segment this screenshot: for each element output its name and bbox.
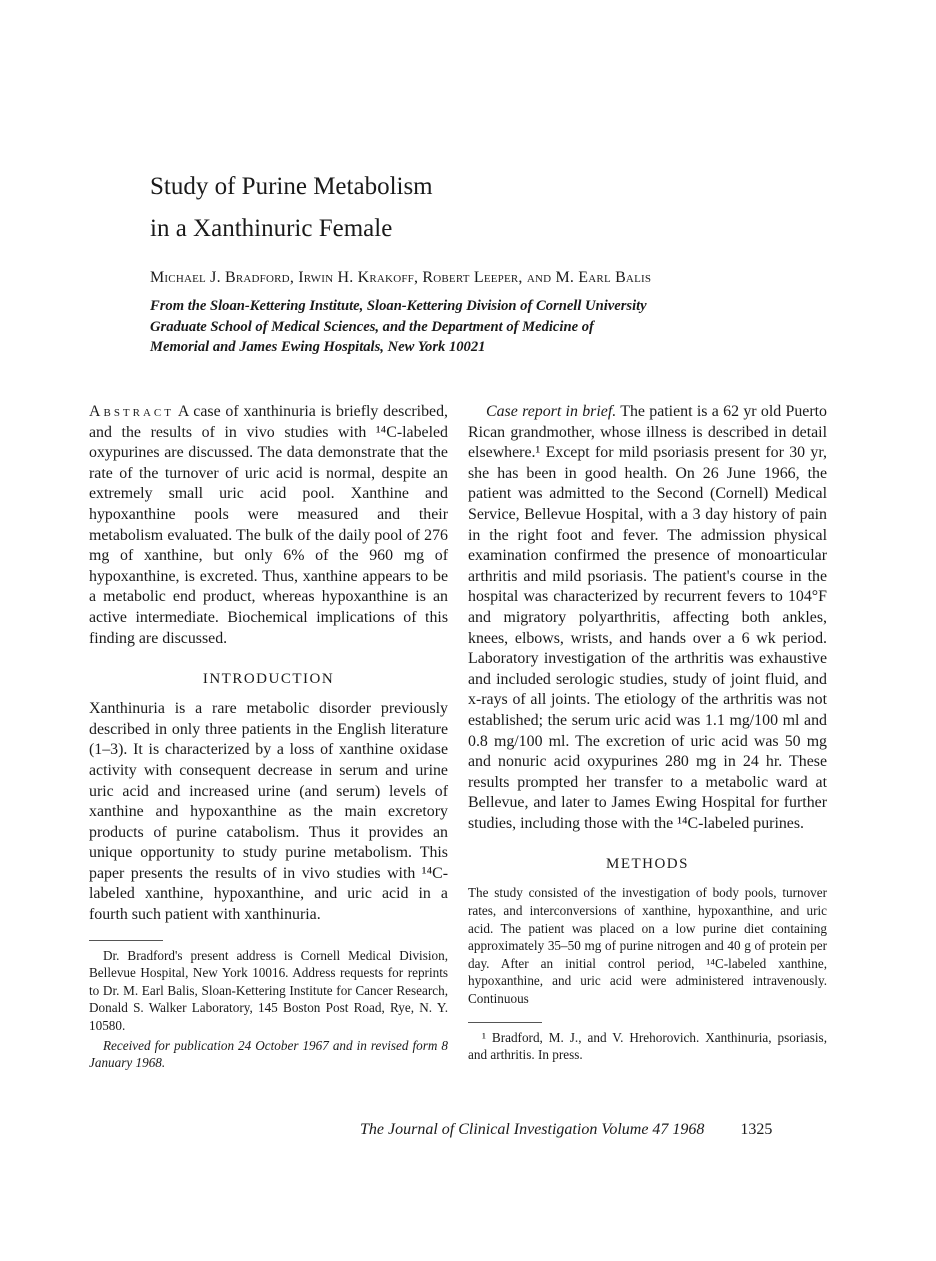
- affiliation-line-2: Graduate School of Medical Sciences, and the Department of Medicine of: [150, 318, 594, 335]
- title-line-2: in a Xanthinuric Female: [150, 215, 393, 242]
- journal-citation: The Journal of Clinical Investigation Volume 47 1968: [360, 1121, 705, 1138]
- footnote-divider: [468, 1022, 542, 1023]
- page-footer: [360, 1121, 772, 1139]
- received-note: Received for publication 24 October 1967 and in revised form 8 January 1968.: [89, 1037, 448, 1071]
- right-column: [468, 402, 827, 1064]
- article-title: [150, 166, 770, 250]
- introduction-heading: INTRODUCTION: [202, 671, 335, 688]
- author-list: Michael J. Bradford, Irwin H. Krakoff, Robert Leeper, and M. Earl Balis: [150, 269, 652, 286]
- affiliation-line-3: Memorial and James Ewing Hospitals, New York 10021: [150, 339, 486, 355]
- page-number: 1325: [740, 1121, 773, 1138]
- footnote-divider: [89, 940, 163, 941]
- case-report: [468, 402, 827, 834]
- abstract-text: A case of xanthinuria is briefly described, and the results of in vivo studies with ¹⁴C-labeled oxypurines are discussed. The data demonstrate that the rate of the turnover of uric acid is normal, despite an extremely small uric acid pool. Xanthine and hypoxanthine pools were measured and their metabolism evaluated. The bulk of the daily pool of 276 mg of xanthine, but only 6% of the 960 mg of hypoxanthine, is excreted. Thus, xanthine appears to be a metabolic end product, whereas hypoxanthine is an active intermediate. Biochemical implications of this finding are discussed.: [89, 403, 448, 647]
- affiliation-line-1: From the Sloan-Kettering Institute, Sloan-Kettering Division of Cornell University: [150, 298, 647, 314]
- address-footnote: Dr. Bradford's present address is Cornell Medical Division, Bellevue Hospital, New York 10016. Address requests for reprints to Dr. M. Earl Balis, Sloan-Kettering Institute for Cancer Research, Donald S. Walker Laboratory, 145 Boston Post Road, Rye, N. Y. 10580.: [89, 947, 448, 1034]
- methods-text: The study consisted of the investigation of body pools, turnover rates, and interconversions of xanthine, hypoxanthine, and uric acid. The patient was placed on a low purine diet containing approximately 35–50 mg of purine nitrogen and 40 g of protein per day. After an initial control period, ¹⁴C-labeled xanthine, hypoxanthine, and uric acid were administered intravenously. Continuous: [468, 885, 827, 1007]
- affiliation: [150, 296, 790, 358]
- left-column: [89, 402, 448, 1072]
- case-report-text: The patient is a 62 yr old Puerto Rican grandmother, whose illness is described in detail elsewhere.¹ Except for mild psoriasis present for 30 yr, she has been in good health. On 26 June 1966, the patient was admitted to the Second (Cornell) Medical Service, Bellevue Hospital, with a 3 day history of pain in the right foot and fever. The admission physical examination confirmed the presence of monoarticular arthritis and mild psoriasis. The patient's course in the hospital was characterized by recurrent fevers to 104°F and migratory polyarthritis, affecting both ankles, knees, elbows, wrists, and hands over a 6 wk period. Laboratory investigation of the arthritis was exhaustive and included serologic studies, study of joint fluid, and x-rays of all joints. The etiology of the arthritis was not established; the serum uric acid was 1.1 mg/100 ml and 0.8 mg/100 ml. The excretion of uric acid was 50 mg and nonuric acid oxypurines 280 mg in 24 hr. These results prompted her transfer to a metabolic ward at Bellevue, and later to James Ewing Hospital for further studies, including those with the ¹⁴C-labeled purines.: [468, 403, 827, 832]
- methods-heading: METHODS: [605, 856, 689, 873]
- introduction-text: Xanthinuria is a rare metabolic disorder previously described in only three patients in the English literature (1–3). It is characterized by a loss of xanthine oxidase activity with consequent decrease in serum and urine uric acid and increased urine (and serum) levels of xanthine and hypoxanthine as the main excretory products of purine catabolism. Thus it provides an unique opportunity to study purine metabolism. This paper presents the results of in vivo studies with ¹⁴C-labeled xanthine, hypoxanthine, and uric acid in a fourth such patient with xanthinuria.: [89, 700, 448, 924]
- title-line-1: Study of Purine Metabolism: [150, 173, 433, 200]
- abstract-label: Abstract: [89, 403, 174, 420]
- abstract: [89, 402, 448, 649]
- reference-footnote: ¹ Bradford, M. J., and V. Hrehorovich. Xanthinuria, psoriasis, and arthritis. In press.: [468, 1029, 827, 1063]
- case-report-label: Case report in brief.: [486, 403, 617, 420]
